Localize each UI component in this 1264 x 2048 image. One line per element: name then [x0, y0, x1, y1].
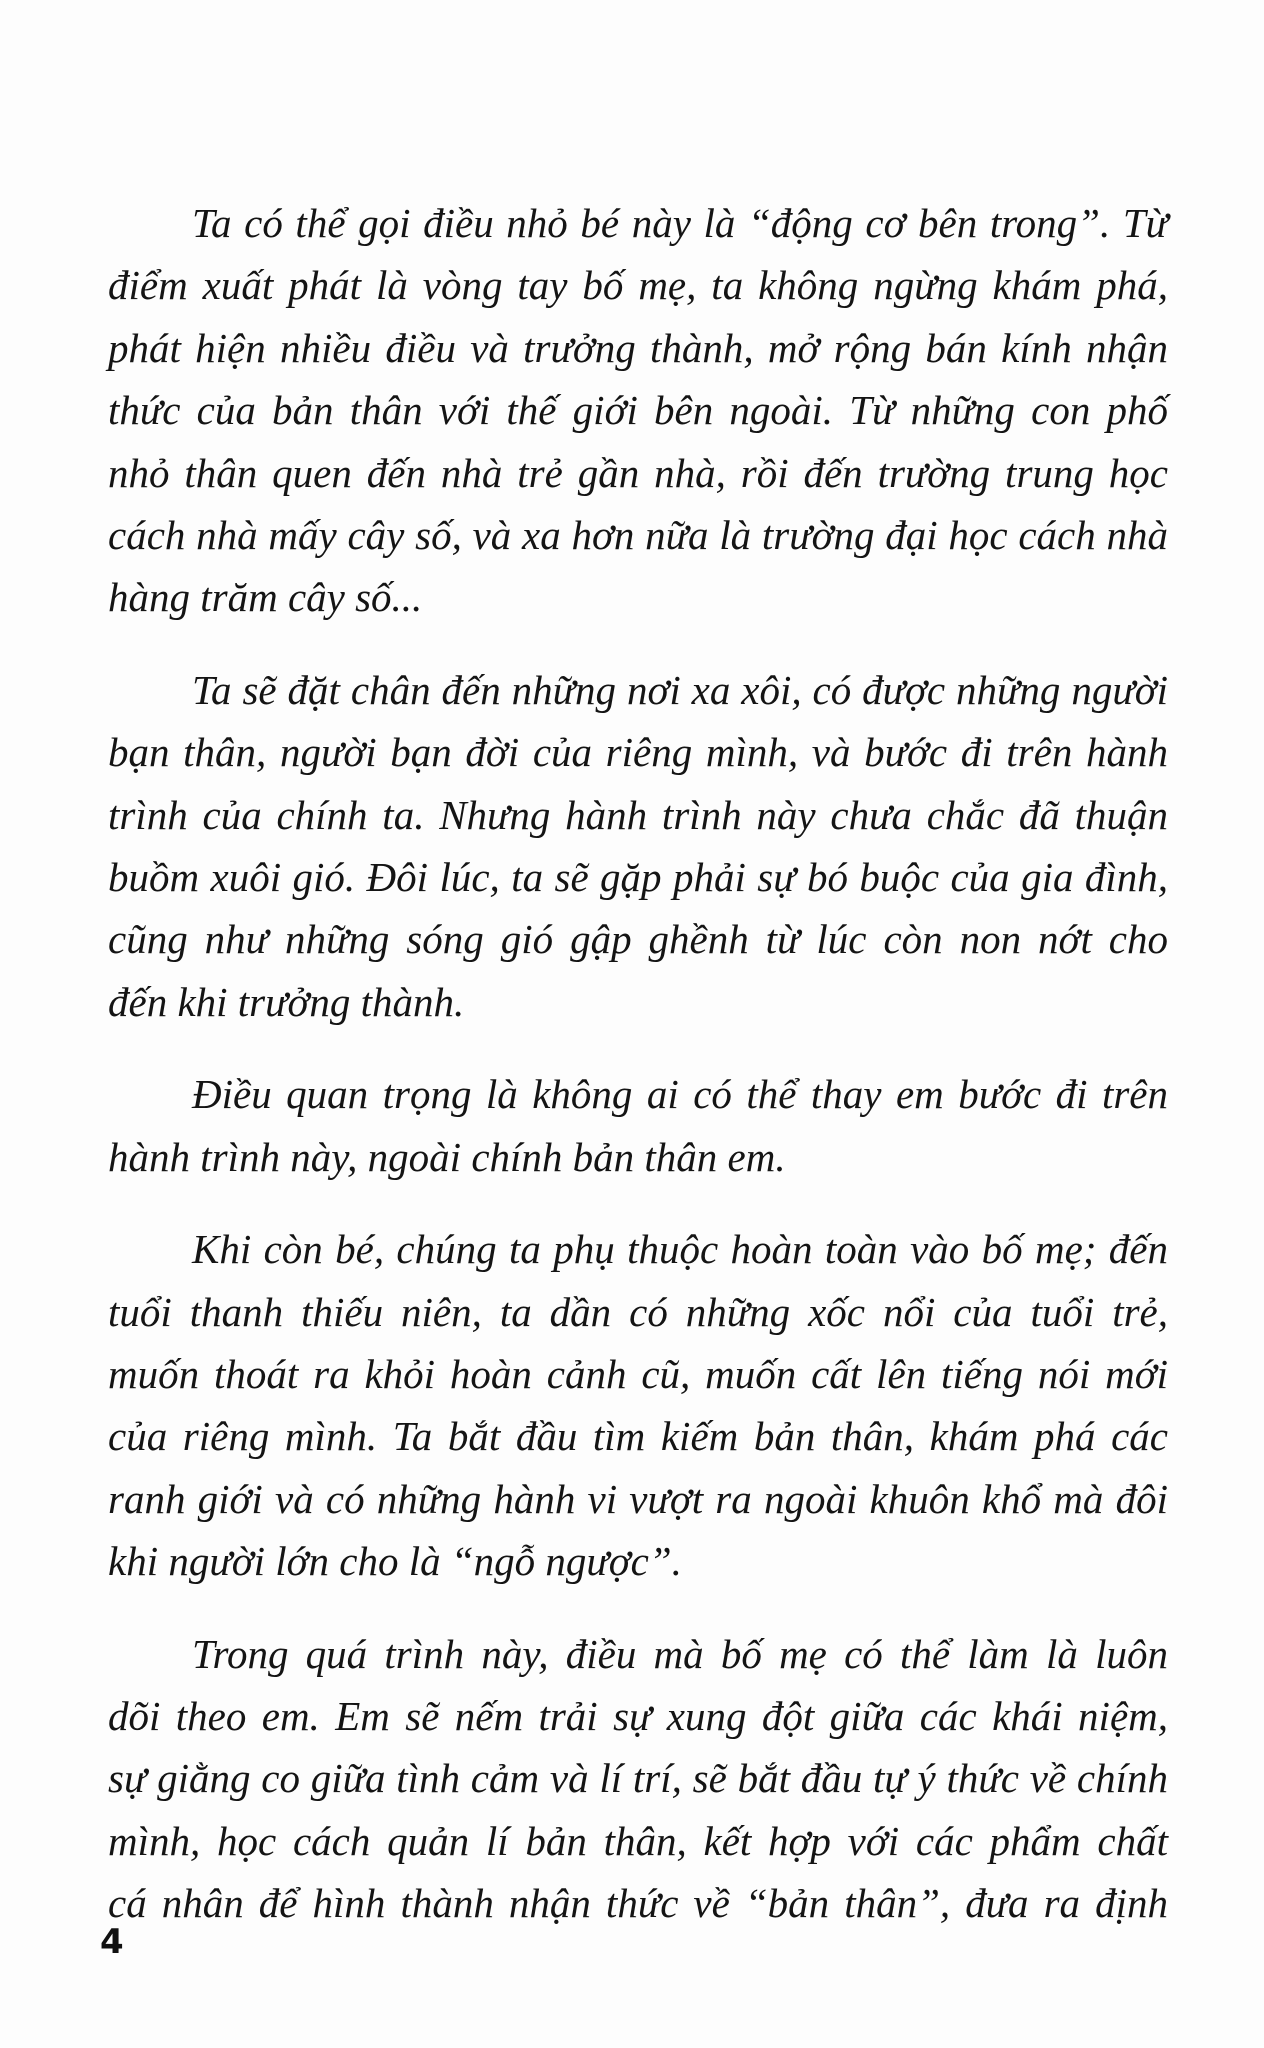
page-number: 4 [100, 1922, 124, 1962]
text-line: khi người lớn cho là “ngỗ ngược”. [108, 1538, 682, 1585]
text-line: Ta sẽ đặt chân đến những nơi xa xôi, có được những người [192, 666, 1168, 713]
body-text [108, 192, 1168, 1965]
text-line: hàng trăm cây số... [108, 574, 423, 621]
text-line: phát hiện nhiều điều và trưởng thành, mở rộng bán kính nhận [108, 324, 1168, 371]
paragraph [108, 192, 1168, 629]
text-line: cá nhân để hình thành nhận thức về “bản thân”, đưa ra định [108, 1880, 1168, 1927]
text-line: của riêng mình. Ta bắt đầu tìm kiếm bản thân, khám phá các [108, 1413, 1168, 1460]
text-line: mình, học cách quản lí bản thân, kết hợp với các phẩm chất [108, 1817, 1168, 1864]
text-line: tuổi thanh thiếu niên, ta dần có những xốc nổi của tuổi trẻ, [108, 1288, 1168, 1335]
text-line: trình của chính ta. Nhưng hành trình này chưa chắc đã thuận [108, 791, 1168, 838]
text-line: Ta có thể gọi điều nhỏ bé này là “động cơ bên trong”. Từ [192, 200, 1168, 246]
text-line: hành trình này, ngoài chính bản thân em. [108, 1133, 786, 1180]
text-line: ranh giới và có những hành vi vượt ra ngoài khuôn khổ mà đôi [108, 1475, 1168, 1522]
text-line: muốn thoát ra khỏi hoàn cảnh cũ, muốn cất lên tiếng nói mới [108, 1350, 1168, 1397]
paragraph [108, 1218, 1168, 1592]
text-line: thức của bản thân với thế giới bên ngoài. Từ những con phố [108, 387, 1168, 434]
text-line: cũng như những sóng gió gập ghềnh từ lúc còn non nớt cho [108, 916, 1168, 963]
text-line: sự giằng co giữa tình cảm và lí trí, sẽ bắt đầu tự ý thức về chính [108, 1755, 1168, 1802]
text-line: Khi còn bé, chúng ta phụ thuộc hoàn toàn vào bố mẹ; đến [192, 1226, 1168, 1273]
paragraph [108, 1623, 1168, 1935]
paragraph [108, 659, 1168, 1033]
text-line: bạn thân, người bạn đời của riêng mình, và bước đi trên hành [108, 729, 1168, 776]
text-line: buồm xuôi gió. Đôi lúc, ta sẽ gặp phải sự bó buộc của gia đình, [108, 854, 1168, 901]
text-line: dõi theo em. Em sẽ nếm trải sự xung đột giữa các khái niệm, [108, 1692, 1168, 1739]
text-line: Trong quá trình này, điều mà bố mẹ có thể làm là luôn [192, 1630, 1168, 1677]
text-line: Điều quan trọng là không ai có thể thay em bước đi trên [192, 1071, 1168, 1118]
paragraph [108, 1063, 1168, 1188]
text-line: nhỏ thân quen đến nhà trẻ gần nhà, rồi đến trường trung học [108, 449, 1168, 496]
text-line: cách nhà mấy cây số, và xa hơn nữa là trường đại học cách nhà [108, 512, 1168, 559]
text-line: điểm xuất phát là vòng tay bố mẹ, ta không ngừng khám phá, [108, 262, 1168, 309]
text-line: đến khi trưởng thành. [108, 978, 465, 1025]
